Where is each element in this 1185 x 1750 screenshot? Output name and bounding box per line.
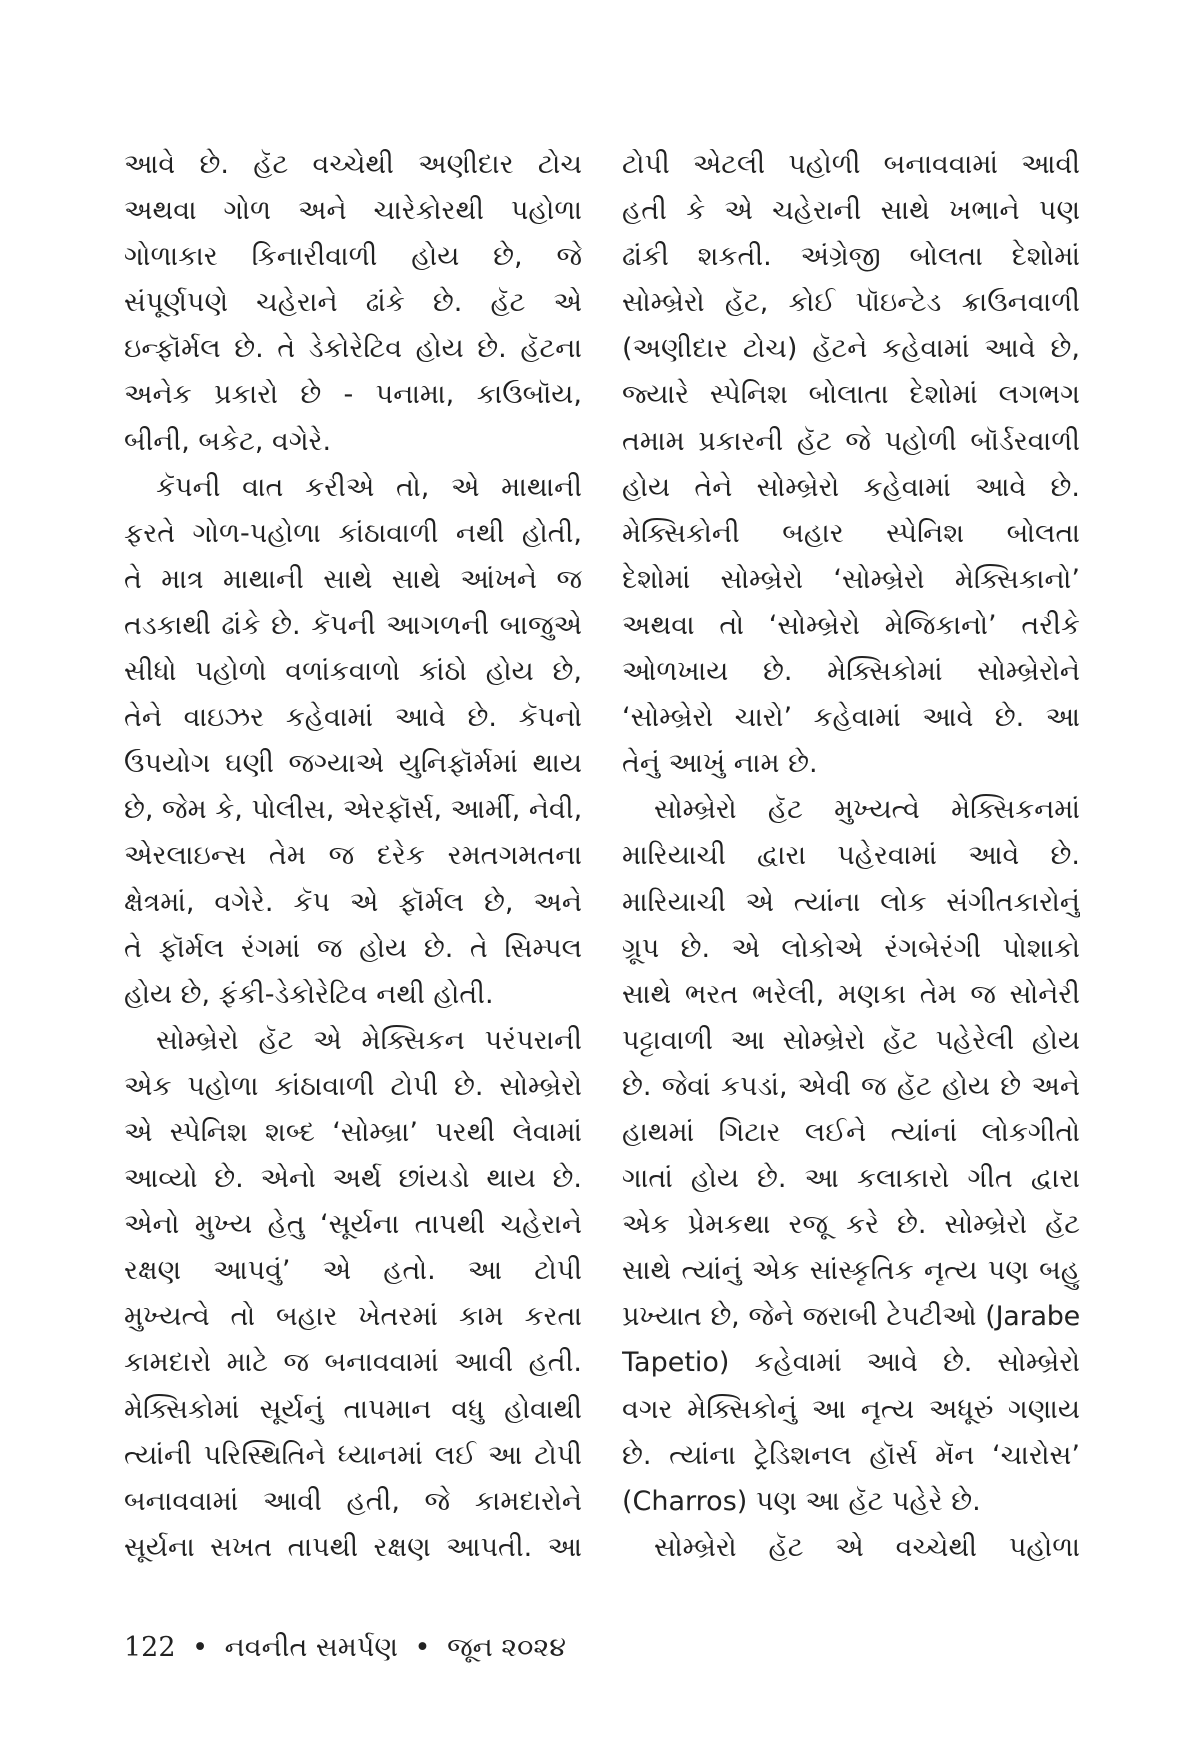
text-line: સોમ્બ્રેરો હૅટ એ વચ્ચેથી પહોળા [654,1531,1080,1563]
text-line: મેક્સિકોમાં સૂર્યનું તાપમાન વધુ હોવાથી [124,1393,582,1425]
text-line: બનાવવામાં આવી હતી, જે કામદારોને [124,1485,582,1517]
text-line: વગર મેક્સિકોનું આ નૃત્ય અધૂરું ગણાય [622,1393,1080,1425]
text-line: એરલાઇન્સ તેમ જ દરેક રમતગમતના [124,840,582,872]
text-line: હતી કે એ ચહેરાની સાથે ખભાને પણ [622,195,1080,227]
text-line: સોમ્બ્રેરો હૅટ એ મેક્સિકન પરંપરાની [156,1024,582,1056]
text-line: તે ફૉર્મલ રંગમાં જ હોય છે. તે સિમ્પલ [124,932,582,964]
page-number: 122 [124,1632,176,1663]
text-line: મેક્સિકોની બહાર સ્પેનિશ બોલતા [622,517,1080,549]
text-line: છે, જેમ કે, પોલીસ, એરફૉર્સ, આર્મી, નેવી, [124,794,582,826]
text-line: સાથે ત્યાંનું એક સાંસ્કૃતિક નૃત્ય પણ બહુ [622,1255,1080,1287]
text-line: (અણીદાર ટોચ) હૅટને કહેવામાં આવે છે, [622,333,1080,365]
text-line: દેશોમાં સોમ્બ્રેરો ‘સોમ્બ્રેરો મેક્સિકાનો’ [622,563,1080,595]
text-line: તેનું આખું નામ છે. [622,748,818,780]
text-line: જ્યારે સ્પેનિશ બોલાતા દેશોમાં લગભગ [622,379,1080,411]
footer-separator: • [414,1632,431,1663]
text-line: મારિયાચી દ્વારા પહેરવામાં આવે છે. [622,840,1080,872]
text-line: સોમ્બ્રેરો હૅટ, કોઈ પૉઇન્ટેડ ક્રાઉનવાળી [622,287,1080,319]
text-line: સાથે ભરત ભરેલી, મણકા તેમ જ સોનેરી [622,978,1080,1010]
left-column [124,142,582,1571]
text-line: ગ્રૂપ છે. એ લોકોએ રંગબેરંગી પોશાકો [622,932,1080,964]
text-line: રક્ષણ આપવું’ એ હતો. આ ટોપી [124,1255,582,1287]
issue-date: જૂન ૨૦૨૪ [447,1632,566,1663]
text-line: એનો મુખ્ય હેતુ ‘સૂર્યના તાપથી ચહેરાને [124,1209,582,1241]
text-line: પટ્ટાવાળી આ સોમ્બ્રેરો હૅટ પહેરેલી હોય [622,1024,1080,1056]
text-line: આવે છે. હૅટ વચ્ચેથી અણીદાર ટોચ [124,149,582,180]
text-line: મુખ્યત્વે તો બહાર ખેતરમાં કામ કરતા [124,1301,582,1333]
text-line: કૅપની વાત કરીએ તો, એ માથાની [156,471,582,503]
right-column [622,142,1080,1571]
text-line: ઓળખાય છે. મેક્સિકોમાં સોમ્બ્રેરોને [622,656,1080,688]
text-line: ‘સોમ્બ્રેરો ચારો’ કહેવામાં આવે છે. આ [622,702,1080,734]
magazine-name: નવનીત સમર્પણ [224,1632,398,1663]
text-line: છે. ત્યાંના ટ્રેડિશનલ હૉર્સ મૅન ‘ચારોસ’ [622,1439,1080,1471]
text-line: અનેક પ્રકારો છે - પનામા, કાઉબૉય, [124,379,582,411]
text-line: સોમ્બ્રેરો હૅટ મુખ્યત્વે મેક્સિકનમાં [654,794,1080,826]
page-footer [124,1632,566,1664]
text-line: અથવા ગોળ અને ચારેકોરથી પહોળા [124,195,582,227]
text-line: સંપૂર્ણપણે ચહેરાને ઢાંકે છે. હૅટ એ [124,287,582,319]
text-line: ગોળાકાર કિનારીવાળી હોય છે, જે [124,241,582,273]
text-line: તે માત્ર માથાની સાથે સાથે આંખને જ [124,563,582,595]
text-line: ટોપી એટલી પહોળી બનાવવામાં આવી [622,149,1080,180]
text-line: એક પ્રેમકથા રજૂ કરે છે. સોમ્બ્રેરો હૅટ [622,1209,1080,1241]
text-line: હાથમાં ગિટાર લઈને ત્યાંનાં લોકગીતો [622,1116,1080,1148]
text-line: ત્યાંની પરિસ્થિતિને ધ્યાનમાં લઈ આ ટોપી [124,1439,582,1471]
text-line: તમામ પ્રકારની હૅટ જે પહોળી બૉર્ડરવાળી [622,425,1080,457]
text-line: એ સ્પેનિશ શબ્દ ‘સોમ્બ્રા’ પરથી લેવામાં [124,1116,582,1148]
text-line: ઉપયોગ ઘણી જગ્યાએ યુનિફૉર્મમાં થાય [124,748,582,780]
text-line: અથવા તો ‘સોમ્બ્રેરો મેજિકાનો’ તરીકે [622,609,1080,641]
footer-separator: • [192,1632,209,1663]
text-line: ગાતાં હોય છે. આ કલાકારો ગીત દ્વારા [622,1163,1080,1195]
text-line: બીની, બકેટ, વગેરે. [124,425,332,457]
text-line: (Charros) પણ આ હૅટ પહેરે છે. [622,1485,981,1517]
text-line: હોય છે, ફંકી-ડેકોરેટિવ નથી હોતી. [124,978,494,1010]
text-line: પ્રખ્યાત છે, જેને જરાબી ટેપટીઓ (Jarabe [622,1301,1080,1333]
text-line: ફરતે ગોળ-પહોળા કાંઠાવાળી નથી હોતી, [124,517,582,549]
text-line: તડકાથી ઢાંકે છે. કૅપની આગળની બાજુએ [124,609,582,641]
text-line: સીધો પહોળો વળાંકવાળો કાંઠો હોય છે, [124,656,582,688]
text-line: ક્ષેત્રમાં, વગેરે. કૅપ એ ફૉર્મલ છે, અને [124,886,582,918]
text-line: હોય તેને સોમ્બ્રેરો કહેવામાં આવે છે. [622,471,1080,503]
text-line: છે. જેવાં કપડાં, એવી જ હૅટ હોય છે અને [622,1070,1080,1102]
text-line: આવ્યો છે. એનો અર્થ છાંયડો થાય છે. [124,1163,582,1195]
text-line: કામદારો માટે જ બનાવવામાં આવી હતી. [124,1347,582,1379]
text-line: સૂર્યના સખત તાપથી રક્ષણ આપતી. આ [124,1531,582,1563]
text-line: તેને વાઇઝર કહેવામાં આવે છે. કૅપનો [124,702,582,734]
text-line: મારિયાચી એ ત્યાંના લોક સંગીતકારોનું [622,886,1080,918]
text-line: Tapetio) કહેવામાં આવે છે. સોમ્બ્રેરો [622,1347,1080,1379]
text-line: એક પહોળા કાંઠાવાળી ટોપી છે. સોમ્બ્રેરો [124,1070,582,1102]
text-line: ઢાંકી શકતી. અંગ્રેજી બોલતા દેશોમાં [622,241,1080,273]
text-line: ઇન્ફૉર્મલ છે. તે ડેકોરેટિવ હોય છે. હૅટના [124,333,582,365]
